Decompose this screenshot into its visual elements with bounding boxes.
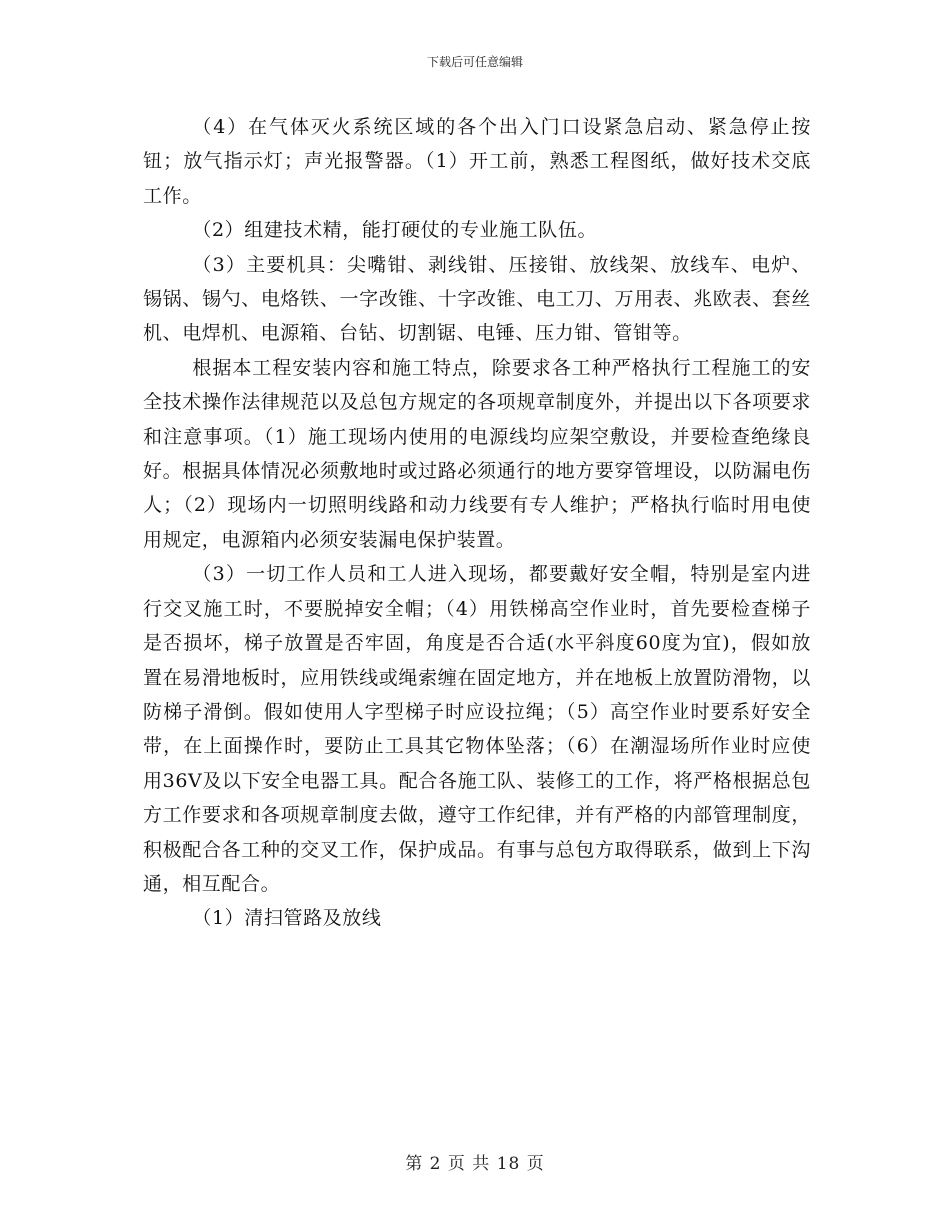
paragraph-4: 根据本工程安装内容和施工特点，除要求各工种严格执行工程施工的安全技术操作法律规范以及总包方规定的各项规章制度外，并提出以下各项要求和注意事项。（1）施工现场内使用的电源线均应架空敷设，并要检查绝缘良好。根据具体情况必须敷地时或过路必须通行的地方要穿管埋设，以防漏电伤人；（2）现场内一切照明线路和动力线要有专人维护；严格执行临时用电使用规定，电源箱内必须安装漏电保护装置。: [143, 356, 811, 551]
paragraph-1: （4）在气体灭火系统区域的各个出入门口设紧急启动、紧急停止按钮；放气指示灯；声光报警器。（1）开工前，熟悉工程图纸，做好技术交底工作。: [143, 116, 811, 207]
paragraph-6: （1）清扫管路及放线: [192, 907, 382, 930]
page-header: 下载后可任意编辑: [426, 55, 523, 69]
document-body: [143, 110, 811, 936]
page-number-footer: 第 2 页 共 18 页: [405, 1154, 545, 1174]
paragraph-2: （2）组建技术精，能打硬仗的专业施工队伍。: [192, 219, 598, 242]
paragraph-3: （3）主要机具：尖嘴钳、剥线钳、压接钳、放线架、放线车、电炉、锡锅、锡勺、电烙铁、一字改锥、十字改锥、电工刀、万用表、兆欧表、套丝机、电焊机、电源箱、台钻、切割锯、电锤、压力钳、管钳等。: [143, 253, 811, 345]
paragraph-5: （3）一切工作人员和工人进入现场，都要戴好安全帽，特别是室内进行交叉施工时，不要脱掉安全帽；（4）用铁梯高空作业时，首先要检查梯子是否损坏，梯子放置是否牢固，角度是否合适(水平斜度60度为宜)，假如放置在易滑地板时，应用铁线或绳索缠在固定地方，并在地板上放置防滑物，以防梯子滑倒。假如使用人字型梯子时应设拉绳；（5）高空作业时要系好安全带，在上面操作时，要防止工具其它物体坠落；（6）在潮湿场所作业时应使用36V及以下安全电器工具。配合各施工队、装修工的工作，将严格根据总包方工作要求和各项规章制度去做，遵守工作纪律，并有严格的内部管理制度，积极配合各工种的交叉工作，保护成品。有事与总包方取得联系，做到上下沟通，相互配合。: [143, 563, 811, 895]
